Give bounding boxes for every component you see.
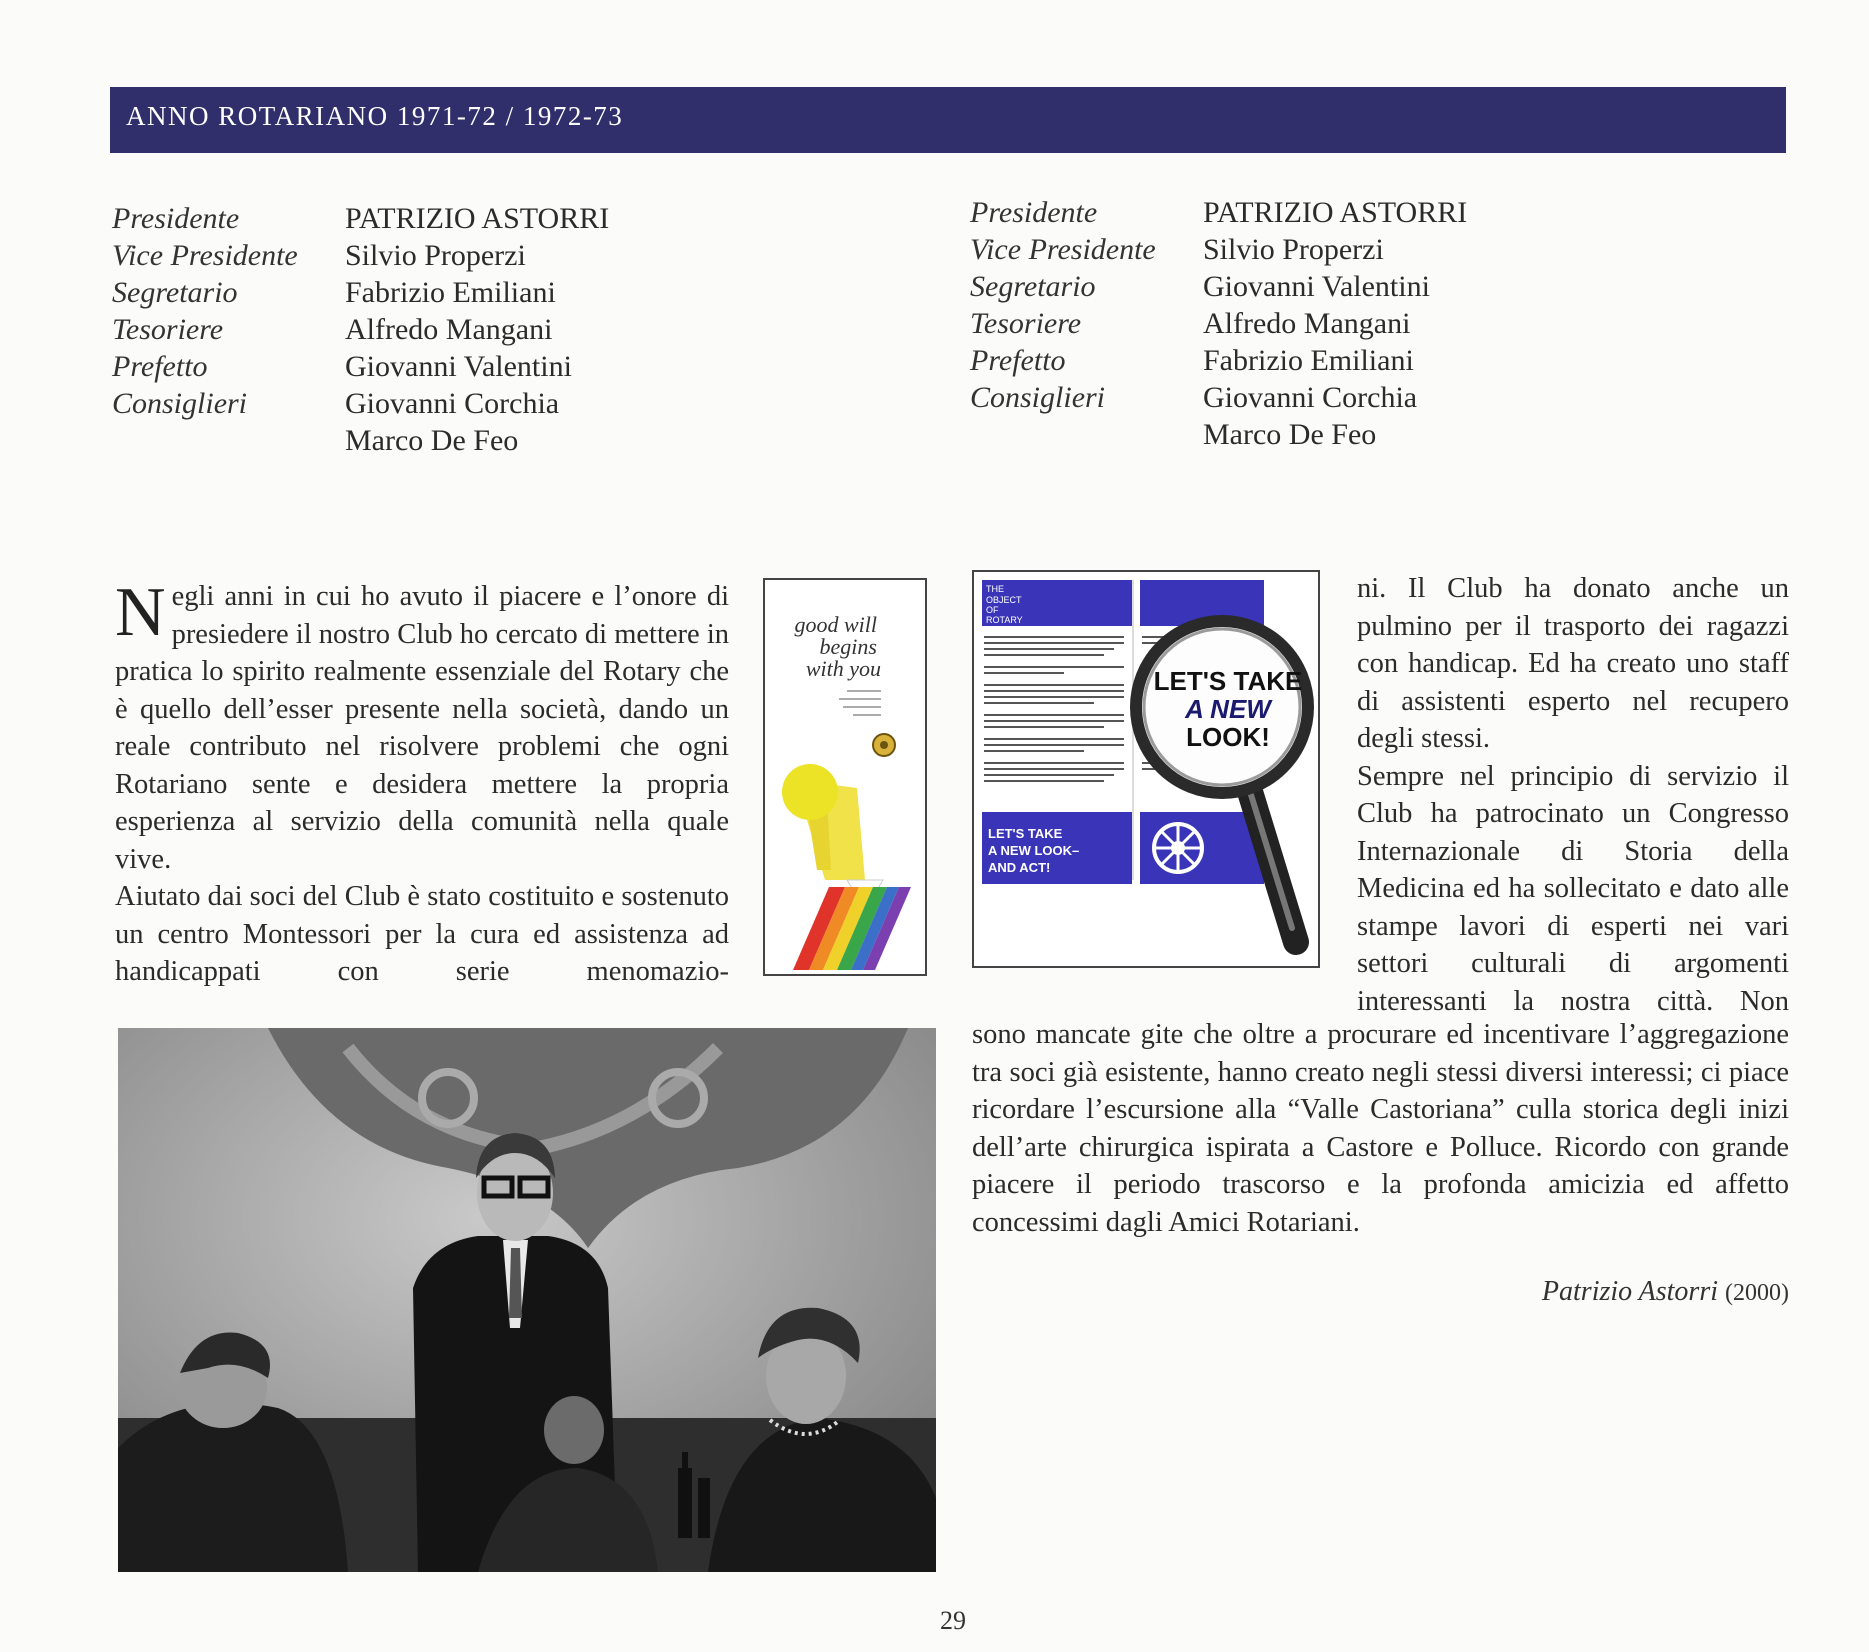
roster-roles [112, 200, 298, 422]
magnifier-line: A NEW [1185, 694, 1271, 724]
signature-author: Patrizio Astorri [1541, 1276, 1719, 1307]
article-bottom-column [972, 1016, 1789, 1241]
role-label: Presidente [112, 202, 240, 235]
page-number: 29 [940, 1606, 966, 1635]
rotary-wheel-icon [1154, 824, 1202, 872]
magnifier-line: LOOK! [1186, 722, 1270, 752]
panel-label-line: OBJECT [986, 595, 1022, 605]
role-label: Segretario [112, 276, 238, 309]
brochure-new-look [972, 570, 1320, 968]
member-name: Alfredo Mangani [345, 313, 553, 346]
role-label: Consiglieri [112, 387, 248, 420]
role-label: Vice Presidente [112, 239, 298, 272]
member-name: PATRIZIO ASTORRI [345, 202, 610, 235]
article-text: egli anni in cui ho avuto il piacere e l’onore di presiedere il nostro Club ho cercato di mettere in pratica lo spirito realmente essenziale del Rotary che è quello dell’esser presente nella società, dando un reale contributo nel risolvere problemi che ogni Rotariano sente e desidera mettere la propria esperienza al servizio della comunità nella quale vive. [115, 581, 729, 875]
section-header-bar [110, 87, 1786, 153]
panel-label-line: ROTARY [986, 615, 1023, 625]
member-name: Alfredo Mangani [1203, 307, 1411, 340]
member-name: Giovanni Valentini [1203, 270, 1430, 303]
bottom-panel-line: AND ACT! [988, 860, 1051, 875]
roster-1971-72 [112, 200, 672, 470]
bottom-panel-line: LET'S TAKE [988, 826, 1063, 841]
panel-label-line: THE [986, 584, 1004, 594]
brochure-good-will-art [765, 580, 925, 974]
role-label: Presidente [970, 196, 1098, 229]
bottom-panel-line: A NEW LOOK– [988, 843, 1080, 858]
role-label: Prefetto [112, 350, 208, 383]
magnifier-line: LET'S TAKE [1153, 666, 1303, 696]
photo-scene [118, 1028, 936, 1572]
article-paragraph: Aiutato dai soci del Club è stato costituito e sostenuto un centro Montessori per la cura ed assistenza ad handicappati con serie menomazio- [115, 881, 729, 987]
member-name: Giovanni Valentini [345, 350, 572, 383]
roster-roles [970, 194, 1156, 416]
member-name: Giovanni Corchia [345, 387, 560, 420]
member-name: Silvio Properzi [1203, 233, 1384, 266]
article-paragraph: ni. Il Club ha donato anche un pulmino per il trasporto dei ragazzi con handicap. Ed ha creato uno staff di assistenti esperto nel recupero degli stessi. [1357, 573, 1789, 754]
member-name: Marco De Feo [345, 424, 519, 457]
member-name: PATRIZIO ASTORRI [1203, 196, 1468, 229]
role-label: Tesoriere [112, 313, 224, 346]
signature-year: (2000) [1725, 1280, 1789, 1306]
article-paragraph [115, 574, 729, 878]
role-label: Consiglieri [970, 381, 1106, 414]
panel-label-line: OF [986, 605, 999, 615]
drop-cap: N [115, 574, 166, 651]
roster-1972-73 [970, 194, 1530, 464]
member-name: Fabrizio Emiliani [1203, 344, 1414, 377]
brochure-slogan-line: begins [819, 634, 877, 659]
member-name: Silvio Properzi [345, 239, 526, 272]
article-signature [1542, 1276, 1789, 1308]
roster-names [1203, 194, 1467, 453]
event-photograph [118, 1028, 936, 1572]
article-left-column [115, 574, 729, 991]
section-title: ANNO ROTARIANO 1971-72 / 1972-73 [126, 101, 624, 131]
article-right-column [1357, 570, 1789, 1020]
member-name: Giovanni Corchia [1203, 381, 1418, 414]
brochure-slogan-line: good will [794, 612, 877, 637]
brochure-slogan-line: with you [805, 656, 881, 681]
role-label: Segretario [970, 270, 1096, 303]
role-label: Prefetto [970, 344, 1066, 377]
role-label: Tesoriere [970, 307, 1082, 340]
role-label: Vice Presidente [970, 233, 1156, 266]
roster-names [345, 200, 609, 459]
article-paragraph: sono mancate gite che oltre a procurare ed incentivare l’aggregazione tra soci già esistente, hanno creato negli stessi diversi interessi; ci piace ricordare l’escursione alla “Valle Castoriana” culla storica degli inizi dell’arte chirurgica ispirata a Castore e Polluce. Ricordo con grande piacere il periodo trascorso e la profonda amicizia ed affetto concessimi dagli Amici Rotariani. [972, 1019, 1789, 1238]
article-paragraph: Sempre nel principio di servizio il Club ha patrocinato un Congresso Internazionale di Storia della Medicina ed ha sollecitato e dato alle stampe lavori di esperti nei vari settori culturali di argomenti interessanti la nostra città. Non [1357, 760, 1789, 1017]
brochure-new-look-art [974, 572, 1318, 966]
member-name: Marco De Feo [1203, 418, 1377, 451]
brochure-good-will [763, 578, 927, 976]
member-name: Fabrizio Emiliani [345, 276, 556, 309]
